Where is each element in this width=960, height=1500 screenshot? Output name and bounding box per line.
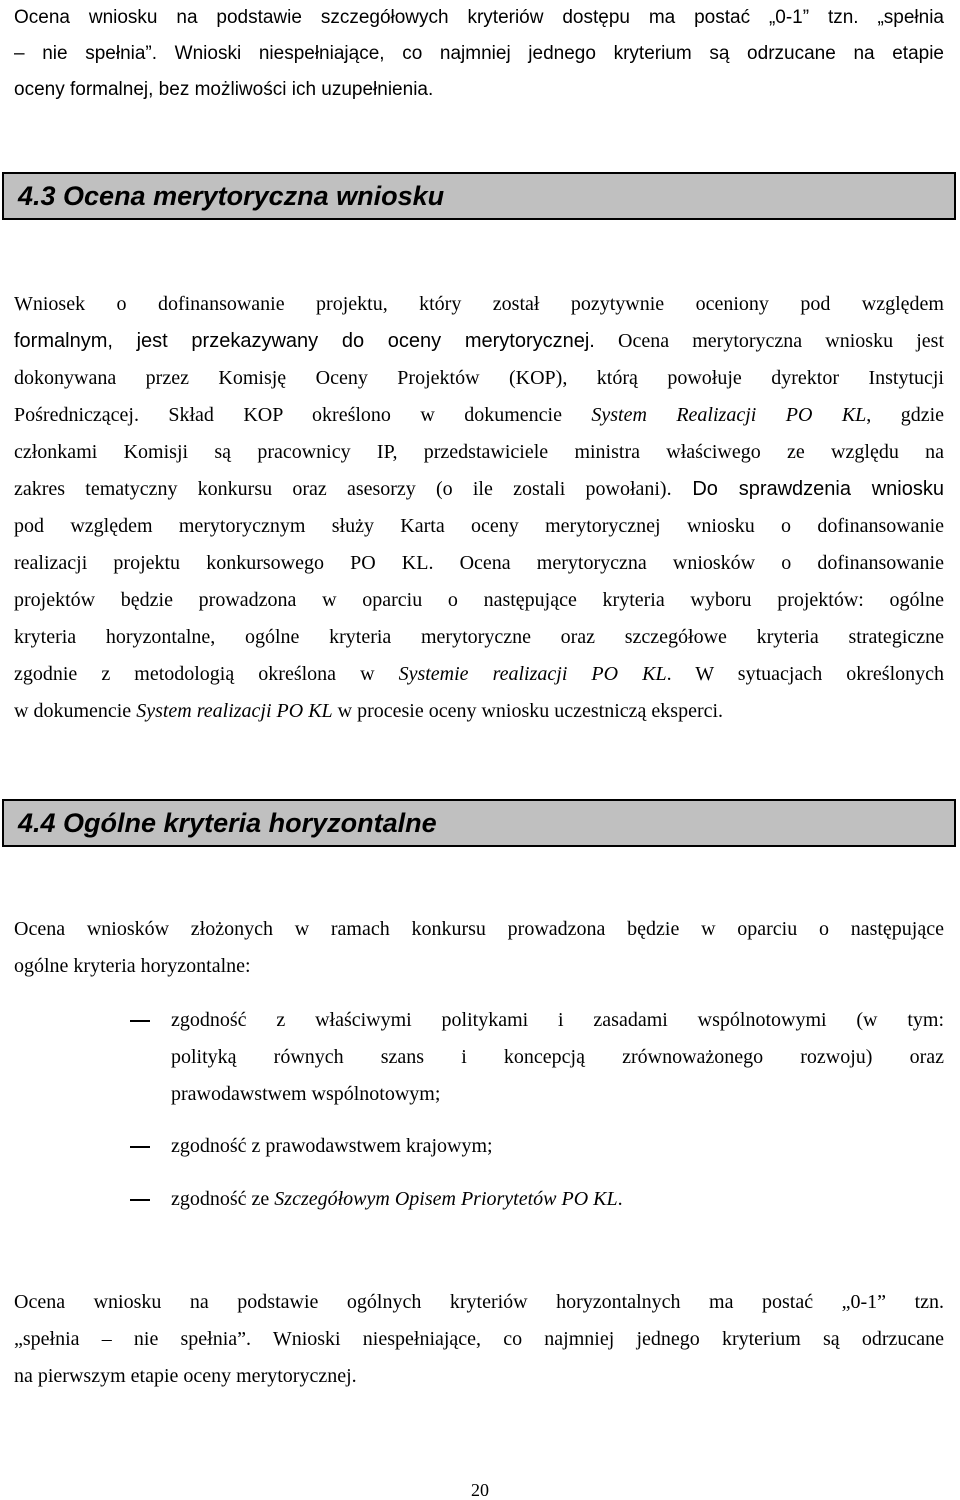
s43-line-3: dokonywana przez Komisję Oceny Projektów (KOP), którą powołuje dyrektor Instytucji (14, 367, 944, 389)
list-item-text (171, 1002, 944, 1113)
b1-line-2: polityką równych szans i koncepcją zrównoważonego rozwoju) oraz (171, 1046, 944, 1068)
s43-line-11: zgodnie z metodologią określona w Systemie realizacji PO KL. W sytuacjach określonych (14, 663, 945, 685)
b1-line-1: zgodność z właściwymi politykami i zasadami wspólnotowymi (w tym: (171, 1009, 944, 1031)
b3-line-1: zgodność ze Szczegółowym Opisem Priorytetów PO KL. (171, 1188, 623, 1210)
section-heading-4-4-text: 4.4 Ogólne kryteria horyzontalne (18, 808, 437, 838)
section-4-4-closing (14, 1284, 944, 1395)
b1-line-3: prawodawstwem wspólnotowym; (171, 1083, 441, 1105)
s43-line-10: kryteria horyzontalne, ogólne kryteria merytoryczne oraz szczegółowe kryteria strategiczne (14, 626, 944, 648)
section-4-3-paragraph (14, 286, 944, 730)
s43-line-4: Pośredniczącej. Skład KOP określono w dokumencie System Realizacji PO KL, gdzie (14, 404, 945, 426)
closing-line-1: Ocena wniosku na podstawie ogólnych kryteriów horyzontalnych ma postać „0-1” tzn. (14, 1291, 944, 1313)
list-item-text (171, 1128, 944, 1165)
section-heading-4-4 (2, 799, 956, 847)
intro-line-1: Ocena wniosku na podstawie szczegółowych kryteriów dostępu ma postać „0-1” tzn. „spełnia (14, 7, 944, 28)
section-4-4-intro (14, 911, 944, 985)
s44-intro-line-1: Ocena wniosków złożonych w ramach konkursu prowadzona będzie w oparciu o następujące (14, 918, 944, 940)
section-heading-4-3-text: 4.3 Ocena merytoryczna wniosku (18, 181, 445, 211)
s43-line-2: formalnym, jest przekazywany do oceny merytorycznej. Ocena merytoryczna wniosku jest (14, 330, 944, 352)
intro-paragraph (14, 0, 944, 108)
b2-line-1: zgodność z prawodawstwem krajowym; (171, 1135, 493, 1157)
dash-bullet-icon (130, 1020, 150, 1022)
s43-line-12: w dokumencie System realizacji PO KL w procesie oceny wniosku uczestniczą eksperci. (14, 700, 724, 722)
list-item-text (171, 1181, 944, 1218)
section-heading-4-3 (2, 172, 956, 220)
s43-line-1: Wniosek o dofinansowanie projektu, który został pozytywnie oceniony pod względem (14, 293, 944, 315)
s43-line-8: realizacji projektu konkursowego PO KL. Ocena merytoryczna wniosków o dofinansowanie (14, 552, 944, 574)
intro-line-3: oceny formalnej, bez możliwości ich uzupełnienia. (14, 79, 434, 100)
intro-line-2: – nie spełnia”. Wnioski niespełniające, co najmniej jednego kryterium są odrzucane na etapie (14, 43, 944, 64)
dash-bullet-icon (130, 1199, 150, 1201)
s43-line-9: projektów będzie prowadzona w oparciu o następujące kryteria wyboru projektów: ogólne (14, 589, 944, 611)
s43-line-7: pod względem merytorycznym służy Karta oceny merytorycznej wniosku o dofinansowanie (14, 515, 944, 537)
dash-bullet-icon (130, 1146, 150, 1148)
closing-line-2: „spełnia – nie spełnia”. Wnioski niespełniające, co najmniej jednego kryterium są odrzucane (14, 1328, 944, 1350)
s44-intro-line-2: ogólne kryteria horyzontalne: (14, 955, 251, 977)
closing-line-3: na pierwszym etapie oceny merytorycznej. (14, 1365, 357, 1387)
s43-line-5: członkami Komisji są pracownicy IP, przedstawiciele ministra właściwego ze względu na (14, 441, 944, 463)
page-number: 20 (471, 1480, 489, 1500)
s43-line-6: zakres tematyczny konkursu oraz asesorzy (o ile zostali powołani). Do sprawdzenia wniosku (14, 478, 944, 500)
